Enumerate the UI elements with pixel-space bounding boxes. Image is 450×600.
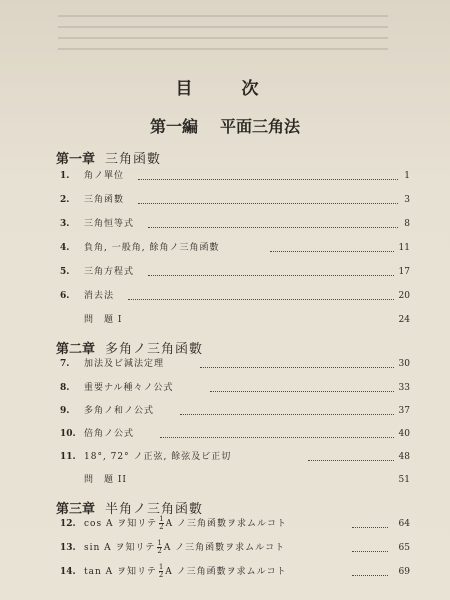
entry-title: 角ノ單位 (84, 171, 125, 181)
entry-number: 14. (60, 567, 76, 577)
entry-number: 7. (60, 359, 70, 369)
page-title: 目 次 (175, 79, 275, 99)
entry-title: 三角恒等式 (84, 219, 135, 229)
toc-entry (60, 240, 410, 256)
toc-entry (60, 288, 410, 304)
entry-title-pre: cos A ヲ知リテ (84, 519, 158, 529)
leader-dots (200, 367, 394, 368)
chapter-heading (56, 148, 161, 167)
entry-title: 多角ノ和ノ公式 (84, 406, 155, 416)
leader-dots (352, 527, 388, 528)
leader-dots (352, 551, 388, 552)
leader-dots (210, 391, 394, 392)
fraction-numerator: 1 (159, 515, 164, 523)
chapter-title: 三角函數 (105, 152, 162, 167)
chapter-title: 半角ノ三角函數 (105, 502, 204, 517)
entry-page: 51 (398, 475, 410, 485)
entry-title-pre: tan A ヲ知リテ (84, 567, 157, 577)
toc-entry (60, 472, 410, 488)
entry-title: 三角方程式 (84, 267, 135, 277)
leader-dots (138, 203, 398, 204)
part-label: 第一編 (149, 117, 198, 136)
entry-page: 20 (398, 291, 410, 301)
entry-title-post: A ノ三角函數ヲ求ムルコト (165, 567, 287, 577)
part-title: 平面三角法 (220, 117, 301, 136)
entry-number: 9. (60, 406, 70, 416)
leader-dots (128, 299, 394, 300)
entry-title (84, 540, 285, 556)
entry-page: 8 (404, 219, 410, 229)
entry-page: 17 (398, 267, 410, 277)
entry-number: 11. (60, 452, 76, 462)
toc-entry (60, 403, 410, 419)
leader-dots (180, 414, 394, 415)
chapter-label: 第三章 (56, 502, 96, 517)
entry-title: 加法及ビ減法定理 (84, 359, 165, 369)
toc-entry (60, 312, 410, 328)
fraction-numerator: 1 (157, 539, 162, 547)
toc-entry (60, 516, 410, 532)
toc-entry (60, 356, 410, 372)
leader-dots (138, 179, 398, 180)
toc-entry (60, 426, 410, 442)
entry-title: 重要ナル種々ノ公式 (84, 383, 174, 393)
entry-page: 37 (398, 406, 410, 416)
chapter-label: 第一章 (56, 152, 96, 167)
entry-page: 48 (398, 452, 410, 462)
toc-entry (60, 192, 410, 208)
entry-title-post: A ノ三角函數ヲ求ムルコト (165, 519, 287, 529)
toc-entry (60, 564, 410, 580)
leader-dots (148, 275, 394, 276)
entry-page: 24 (398, 315, 410, 325)
entry-title (84, 564, 287, 580)
entry-title (84, 516, 287, 532)
entry-page: 11 (398, 243, 410, 253)
entry-number: 3. (60, 219, 70, 229)
chapter-heading (56, 498, 203, 517)
entry-number: 6. (60, 291, 70, 301)
fraction-half (157, 540, 161, 555)
entry-title: 負角, 一般角, 餘角ノ三角函數 (84, 243, 220, 253)
entry-number: 4. (60, 243, 70, 253)
fraction-denominator: 2 (157, 547, 162, 555)
entry-page: 30 (398, 359, 410, 369)
entry-number: 13. (60, 543, 76, 553)
entry-page: 69 (398, 567, 410, 577)
entry-page: 3 (404, 195, 410, 205)
fraction-denominator: 2 (159, 523, 164, 531)
chapter-heading (56, 338, 203, 357)
chapter-title: 多角ノ三角函數 (105, 342, 204, 357)
entry-title: 倍角ノ公式 (84, 429, 135, 439)
entry-number: 8. (60, 383, 70, 393)
entry-page: 65 (398, 543, 410, 553)
part-heading (0, 114, 450, 137)
entry-title: 消去法 (84, 291, 115, 301)
entry-title: 18°, 72° ノ正弦, 餘弦及ビ正切 (84, 452, 232, 462)
toc-entry (60, 540, 410, 556)
entry-number: 2. (60, 195, 70, 205)
entry-number: 12. (60, 519, 76, 529)
entry-title: 問 題 II (84, 475, 127, 485)
leader-dots (160, 437, 394, 438)
fraction-half (159, 564, 163, 579)
entry-page: 33 (398, 383, 410, 393)
fraction-numerator: 1 (158, 563, 164, 571)
toc-entry (60, 449, 410, 465)
entry-title-post: A ノ三角函數ヲ求ムルコト (163, 543, 286, 553)
leader-dots (148, 227, 398, 228)
toc-entry (60, 380, 410, 396)
entry-number: 1. (60, 171, 70, 181)
chapter-label: 第二章 (56, 342, 96, 357)
entry-title: 問 題 I (84, 315, 123, 325)
leader-dots (352, 575, 388, 576)
fraction-half (159, 516, 163, 531)
toc-entry (60, 264, 410, 280)
toc-entry (60, 216, 410, 232)
fraction-denominator: 2 (158, 571, 164, 579)
entry-page: 1 (404, 171, 410, 181)
leader-dots (308, 460, 394, 461)
leader-dots (270, 251, 394, 252)
toc-entry (60, 168, 410, 184)
entry-number: 5. (60, 267, 70, 277)
entry-page: 64 (398, 519, 410, 529)
entry-title-pre: sin A ヲ知リテ (84, 543, 156, 553)
entry-number: 10. (60, 429, 76, 439)
entry-page: 40 (398, 429, 410, 439)
entry-title: 三角函數 (84, 195, 125, 205)
show-through-text (58, 6, 388, 50)
